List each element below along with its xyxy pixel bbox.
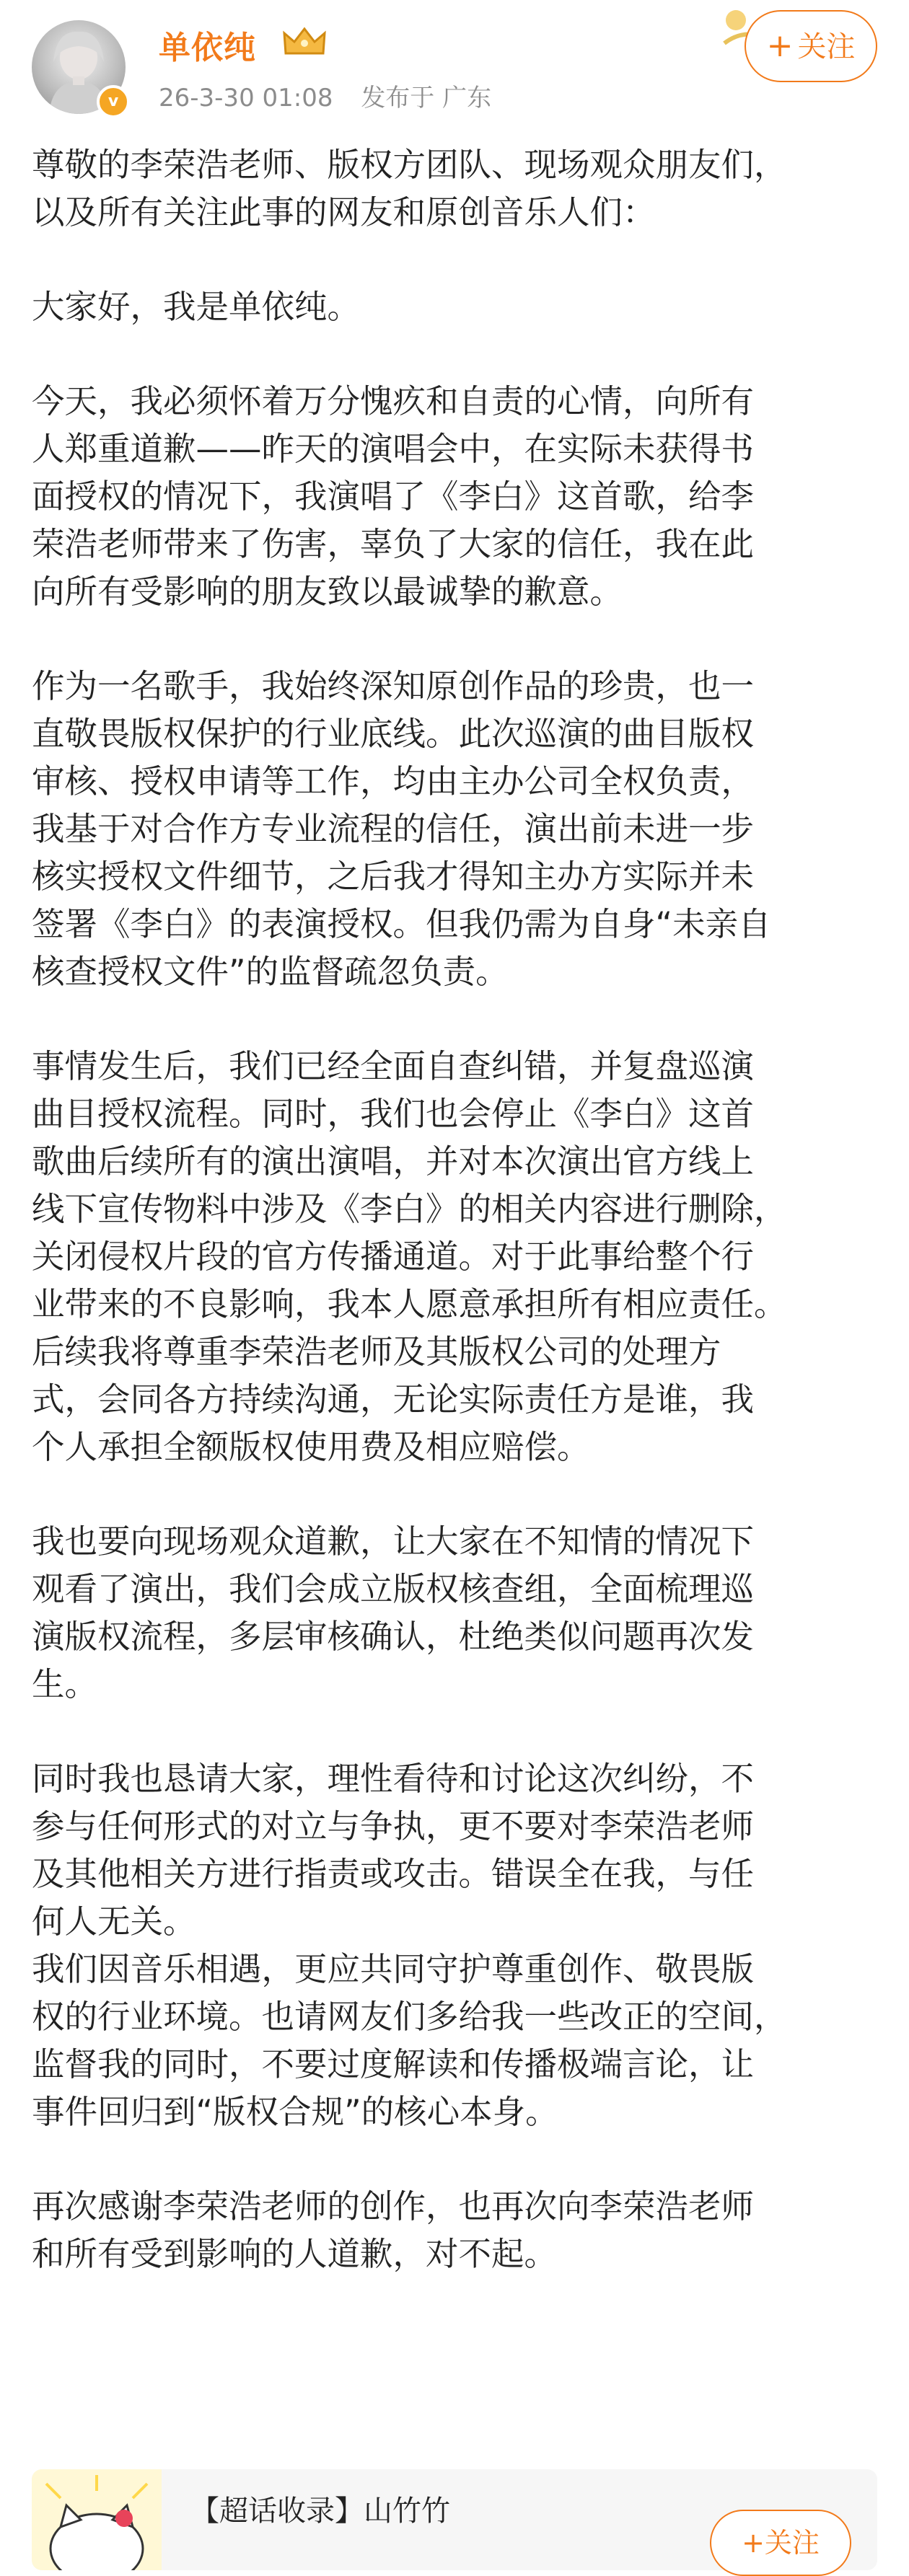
author-name[interactable]: 单依纯 (159, 30, 256, 66)
hello-kitty-image (32, 2469, 162, 2570)
post-header (0, 0, 909, 137)
crown-icon (281, 25, 328, 58)
avatar[interactable] (32, 20, 130, 118)
card-title[interactable]: 【超话收录】山竹竹 (190, 2495, 450, 2528)
follow-button-label: 关注 (797, 30, 856, 63)
plus-icon: + (742, 2527, 765, 2559)
topic-card[interactable] (32, 2469, 877, 2570)
post-paragraph: 作为一名歌手，我始终深知原创作品的珍贵，也一 直敬畏版权保护的行业底线。此次巡演的曲目版权 审核、授权申请等工作，均由主办公司全权负责， 我基于对合作方专业流程的信任，演出前未进一步 核实授权文件细节，之后我才得知主办方实际并未 签署《李白》的表演授权。但我仍需为自身“未亲自 核查授权文件”的监督疏忽负责。 (32, 667, 771, 991)
post-paragraph: 尊敬的李荣浩老师、版权方团队、现场观众朋友们， 以及所有关注此事的网友和原创音乐人们： (32, 146, 787, 231)
post-body (32, 141, 883, 2278)
follow-button[interactable] (745, 10, 877, 82)
post-paragraph: 今天，我必须怀着万分愧疚和自责的心情，向所有 人郑重道歉——昨天的演唱会中，在实际未获得书 面授权的情况下，我演唱了《李白》这首歌，给李 荣浩老师带来了伤害，辜负了大家的信任，我在此 向所有受影响的朋友致以最诚挚的歉意。 (32, 382, 755, 611)
post-location: 发布于 广东 (361, 84, 492, 113)
card-follow-button[interactable] (710, 2510, 851, 2576)
plus-icon: + (766, 27, 794, 64)
post-timestamp: 26-3-30 01:08 (159, 84, 333, 113)
card-follow-label: 关注 (764, 2527, 820, 2559)
post-paragraph: 我也要向现场观众道歉，让大家在不知情的情况下 观看了演出，我们会成立版权核查组，全面梳理巡 演版权流程，多层审核确认，杜绝类似问题再次发 生。 (32, 1522, 755, 1703)
kitty-icon (32, 2469, 162, 2570)
post-paragraph: 事情发生后，我们已经全面自查纠错，并复盘巡演 曲目授权流程。同时，我们也会停止《李白》这首 歌曲后续所有的演出演唱，并对本次演出官方线上 线下宣传物料中涉及《李白》的相关内容进行删除， 关闭侵权片段的官方传播通道。对于此事给整个行 业带来的不良影响，我本人愿意承担所有相应责任。 后续我将尊重李荣浩老师及其版权公司的处理方 式，会同各方持续沟通，无论实际责任方是谁，我 个人承担全额版权使用费及相应赔偿。 (32, 1047, 787, 1466)
post-paragraph: 再次感谢李荣浩老师的创作，也再次向李荣浩老师 和所有受到影响的人道歉，对不起。 (32, 2187, 755, 2273)
post-meta (159, 78, 511, 113)
post-paragraph: 大家好，我是单依纯。 (32, 288, 361, 326)
verified-badge-icon: v (97, 85, 130, 118)
post-paragraph: 同时我也恳请大家，理性看待和讨论这次纠纷，不 参与任何形式的对立与争执，更不要对李荣浩老师 及其他相关方进行指责或攻击。错误全在我，与任 何人无关。 我们因音乐相遇，更应共同守护尊重创作、敬畏版 权的行业环境。也请网友们多给我一些改正的空间， 监督我的同时，不要过度解读和传播极端言论，让 事件回归到“版权合规”的核心本身。 (32, 1760, 787, 2131)
